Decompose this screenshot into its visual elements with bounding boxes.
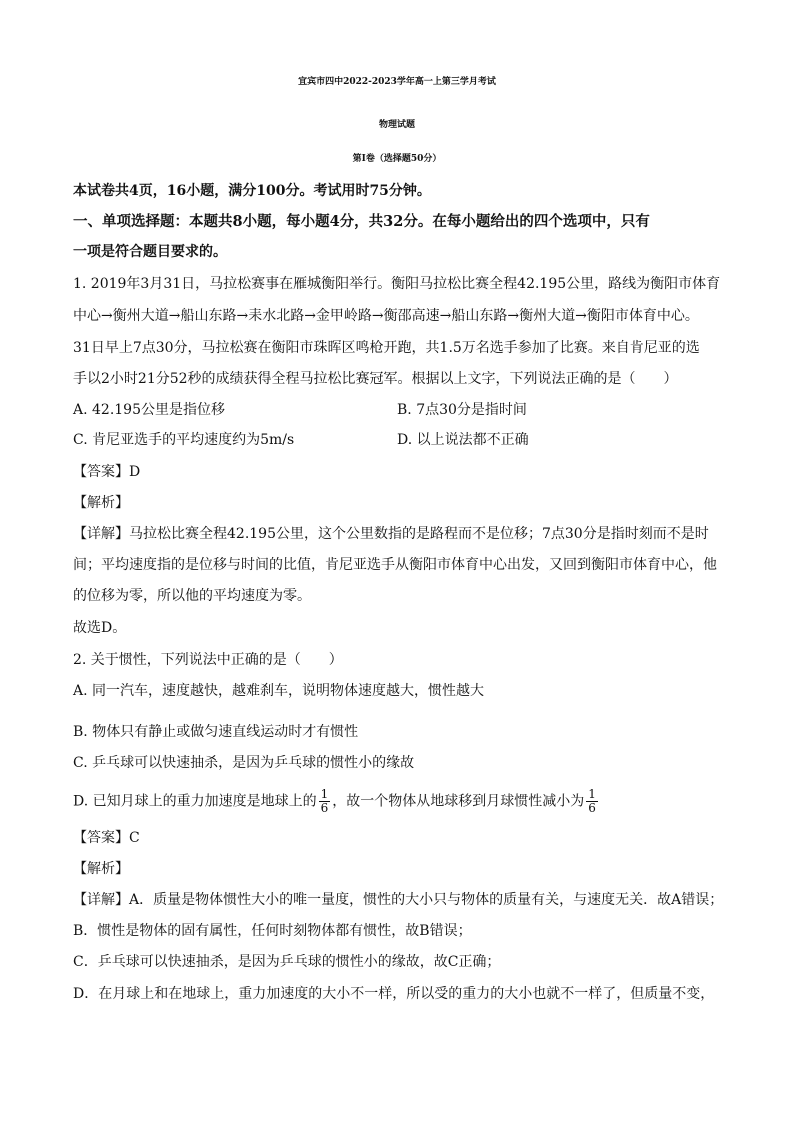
section-title: 第I卷（选择题50分）: [352, 154, 442, 164]
q2-detail-line: C．乒乓球可以快速抽杀，是因为乒乓球的惯性小的缘故，故C正确；: [73, 954, 501, 970]
fraction-numerator: 1: [320, 787, 329, 801]
q1-detail-line: 【详解】马拉松比赛全程42.195公里，这个公里数指的是路程而不是位移；7点30分是指时刻而不是时: [73, 526, 709, 542]
exam-info: 本试卷共4页，16小题，满分100分。考试用时75分钟。: [73, 183, 431, 199]
fraction-denominator: 6: [588, 801, 596, 815]
q1-analysis-label: 【解析】: [73, 495, 129, 511]
q2-option-d-text: D. 已知月球上的重力加速度是地球上的: [73, 793, 317, 810]
q1-option-c: C. 肯尼亚选手的平均速度约为5m/s: [73, 432, 295, 448]
q2-option-a: A. 同一汽车，速度越快，越难刹车，说明物体速度越大，惯性越大: [73, 683, 485, 699]
q1-conclusion: 故选D。: [73, 620, 127, 636]
q2-option-d-text: ，故一个物体从地球移到月球惯性减小为: [332, 793, 585, 810]
q1-stem-line: 中心→衡州大道→船山东路→耒水北路→金甲岭路→衡邵高速→船山东路→衡州大道→衡阳市体育中心。: [73, 308, 699, 324]
fraction-denominator: 6: [320, 801, 329, 815]
q1-detail-line: 的位移为零，所以他的平均速度为零。: [73, 588, 311, 604]
q1-option-b: B. 7点30分是指时间: [397, 402, 527, 418]
exam-title: 宜宾市四中2022-2023学年高一上第三学月考试: [298, 77, 496, 87]
fraction-one-sixth: [586, 788, 598, 815]
q1-answer: 【答案】D: [73, 464, 141, 480]
q2-detail-line: D．在月球上和在地球上，重力加速度的大小不一样，所以受的重力的大小也就不一样了，但质量不变，: [73, 986, 715, 1002]
q2-option-d: [73, 788, 600, 815]
fraction-one-sixth: [319, 788, 331, 815]
q2-answer: 【答案】C: [73, 830, 140, 846]
q2-detail-line: 【详解】A．质量是物体惯性大小的唯一量度，惯性的大小只与物体的质量有关，与速度无关．故A错误；: [73, 892, 724, 908]
subject-title: 物理试题: [378, 120, 415, 130]
part1-instruction-cont: 一项是符合题目要求的。: [73, 244, 227, 260]
fraction-numerator: 1: [588, 787, 596, 801]
q2-stem: 2. 关于惯性，下列说法中正确的是（ ）: [73, 652, 343, 668]
part1-instruction: 一、单项选择题：本题共8小题，每小题4分，共32分。在每小题给出的四个选项中，只有: [73, 213, 650, 230]
q2-option-c: C. 乒乓球可以快速抽杀，是因为乒乓球的惯性小的缘故: [73, 755, 415, 771]
q2-detail-line: B．惯性是物体的固有属性，任何时刻物体都有惯性，故B错误；: [73, 923, 472, 939]
q1-option-d: D. 以上说法都不正确: [397, 432, 529, 448]
q1-option-a: A. 42.195公里是指位移: [73, 402, 225, 418]
q1-detail-line: 间；平均速度指的是位移与时间的比值，肯尼亚选手从衡阳市体育中心出发，又回到衡阳市体育中心，他: [73, 557, 717, 573]
q2-analysis-label: 【解析】: [73, 861, 129, 877]
q1-stem-line: 1. 2019年3月31日，马拉松赛事在雁城衡阳举行。衡阳马拉松比赛全程42.195公里，路线为衡阳市体育: [73, 276, 721, 292]
q2-option-b: B. 物体只有静止或做匀速直线运动时才有惯性: [73, 724, 359, 740]
q1-stem-line: 手以2小时21分52秒的成绩获得全程马拉松比赛冠军。根据以上文字，下列说法正确的是（ ）: [73, 371, 678, 387]
q1-stem-line: 31日早上7点30分，马拉松赛在衡阳市珠晖区鸣枪开跑，共1.5万名选手参加了比赛。来自肯尼亚的选: [73, 340, 700, 356]
